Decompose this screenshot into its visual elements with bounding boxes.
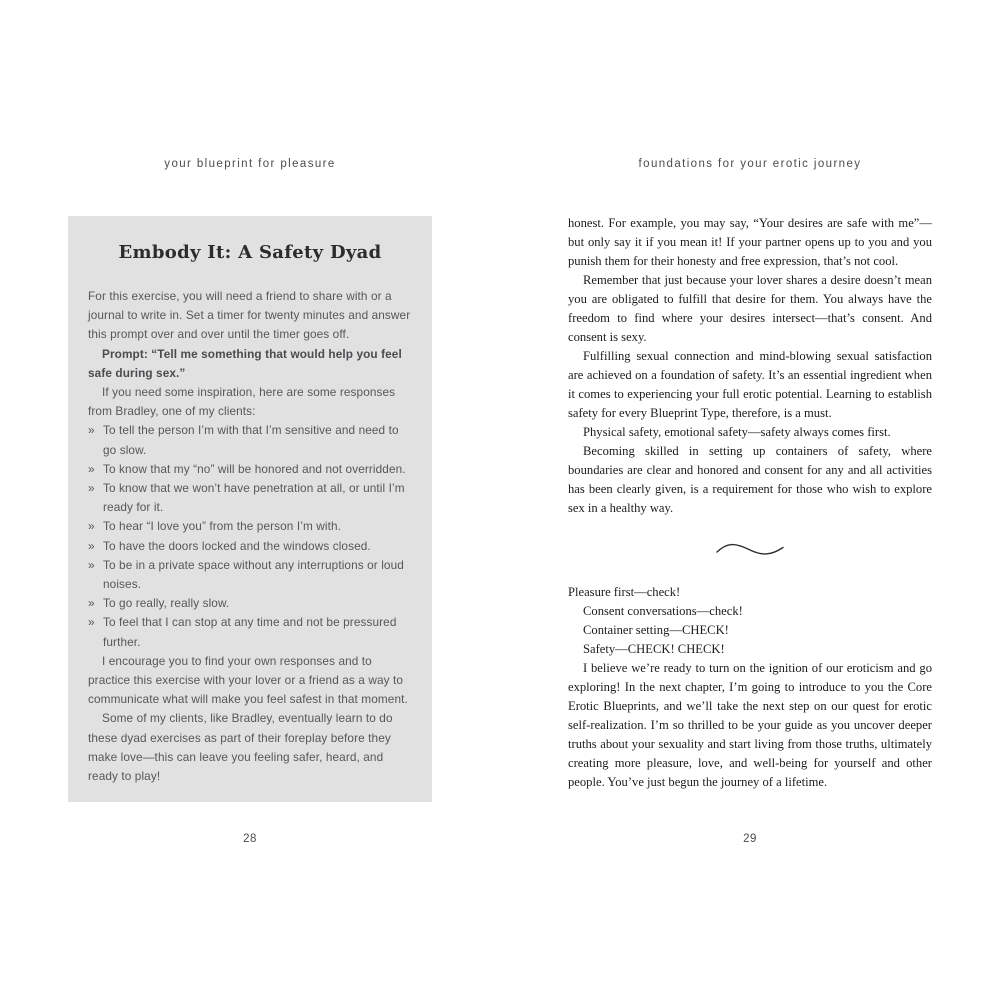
exercise-closing-1: I encourage you to find your own responses and to practice this exercise with your lover or a friend as a way to communicate what will make you feel safest in that moment.: [88, 653, 408, 707]
paragraph: honest. For example, you may say, “Your desires are safe with me”—but only say it if you mean it! If your partner opens up to you and you punish them for their honesty and free expression, that’s not cool.: [568, 216, 932, 268]
exercise-prompt: Prompt: “Tell me something that would help you feel safe during sex.”: [88, 346, 402, 380]
response-list: [88, 421, 412, 651]
final-paragraph: I believe we’re ready to turn on the ignition of our eroticism and go exploring! In the next chapter, I’m going to introduce to you the Core Erotic Blueprints, and we’ll take the next step on our quest for erotic self-realization. I’m so thrilled to be your guide as you uncover deeper truths about your sexuality and start living from those truths, ultimately creating more pleasure, love, and well-being for yourself and other people. You’ve just begun the journey of a lifetime.: [568, 661, 932, 789]
checklist-item: Pleasure first—check!: [568, 585, 681, 599]
list-item: [88, 537, 412, 556]
exercise-box-body: [88, 287, 412, 786]
list-item: [88, 421, 412, 459]
checklist-block: [568, 583, 932, 792]
guillemet-bullet-icon: »: [88, 423, 95, 438]
right-page-text-column: [568, 214, 932, 792]
checklist-item: Container setting—CHECK!: [583, 623, 729, 637]
checklist-item: Consent conversations—check!: [583, 604, 743, 618]
list-item: [88, 594, 412, 613]
exercise-inspiration: If you need some inspiration, here are some responses from Bradley, one of my clients:: [88, 385, 396, 419]
list-item-text: To have the doors locked and the windows closed.: [103, 538, 371, 553]
exercise-box-title: Embody It: A Safety Dyad: [118, 242, 382, 263]
list-item-text: To hear “I love you” from the person I’m with.: [103, 519, 342, 534]
list-item-text: To know that my “no” will be honored and not overridden.: [103, 461, 406, 476]
list-item-text: To feel that I can stop at any time and not be pressured further.: [103, 615, 397, 649]
body-text-block: [568, 214, 932, 518]
page-number-left: 28: [243, 833, 257, 845]
paragraph: Remember that just because your lover shares a desire doesn’t mean you are obligated to fulfill that desire for them. You always have the freedom to find where your desires intersect—that’s consent. And consent is sexy.: [568, 273, 932, 344]
guillemet-bullet-icon: »: [88, 461, 95, 476]
squiggle-divider-icon: [715, 540, 785, 558]
list-item: [88, 460, 412, 479]
guillemet-bullet-icon: »: [88, 596, 95, 611]
list-item: [88, 517, 412, 536]
list-item: [88, 479, 412, 517]
guillemet-bullet-icon: »: [88, 481, 95, 496]
guillemet-bullet-icon: »: [88, 557, 95, 572]
guillemet-bullet-icon: »: [88, 538, 95, 553]
list-item-text: To go really, really slow.: [103, 596, 230, 611]
exercise-box: [68, 216, 432, 802]
checklist-item: Safety—CHECK! CHECK!: [583, 642, 725, 656]
exercise-intro: For this exercise, you will need a friend to share with or a journal to write in. Set a timer for twenty minutes and answer this prompt over and over until the timer goes off.: [88, 289, 411, 342]
guillemet-bullet-icon: »: [88, 615, 95, 630]
paragraph: Becoming skilled in setting up containers of safety, where boundaries are clear and honored and consent for any and all activities has been clearly given, is a requirement for those who wish to explore sex in a healthy way.: [568, 444, 932, 515]
running-head-right: foundations for your erotic journey: [638, 158, 862, 170]
list-item-text: To tell the person I’m with that I’m sensitive and need to go slow.: [103, 423, 399, 457]
guillemet-bullet-icon: »: [88, 519, 95, 534]
exercise-closing-2: Some of my clients, like Bradley, eventually learn to do these dyad exercises as part of their foreplay before they make love—this can leave you feeling safer, heard, and ready to play!: [88, 711, 393, 784]
list-item: [88, 613, 412, 651]
paragraph: Physical safety, emotional safety—safety always comes first.: [583, 425, 891, 439]
running-head-left: your blueprint for pleasure: [164, 158, 336, 170]
list-item: [88, 556, 412, 594]
list-item-text: To know that we won’t have penetration at all, or until I’m ready for it.: [103, 481, 405, 515]
paragraph: Fulfilling sexual connection and mind-blowing sexual satisfaction are achieved on a foundation of safety. It’s an essential ingredient when it comes to experiencing your full erotic potential. Learning to establish safety for every Blueprint Type, therefore, is a must.: [568, 349, 932, 420]
page-number-right: 29: [743, 833, 757, 845]
list-item-text: To be in a private space without any interruptions or loud noises.: [103, 557, 404, 592]
section-divider: [568, 540, 932, 563]
